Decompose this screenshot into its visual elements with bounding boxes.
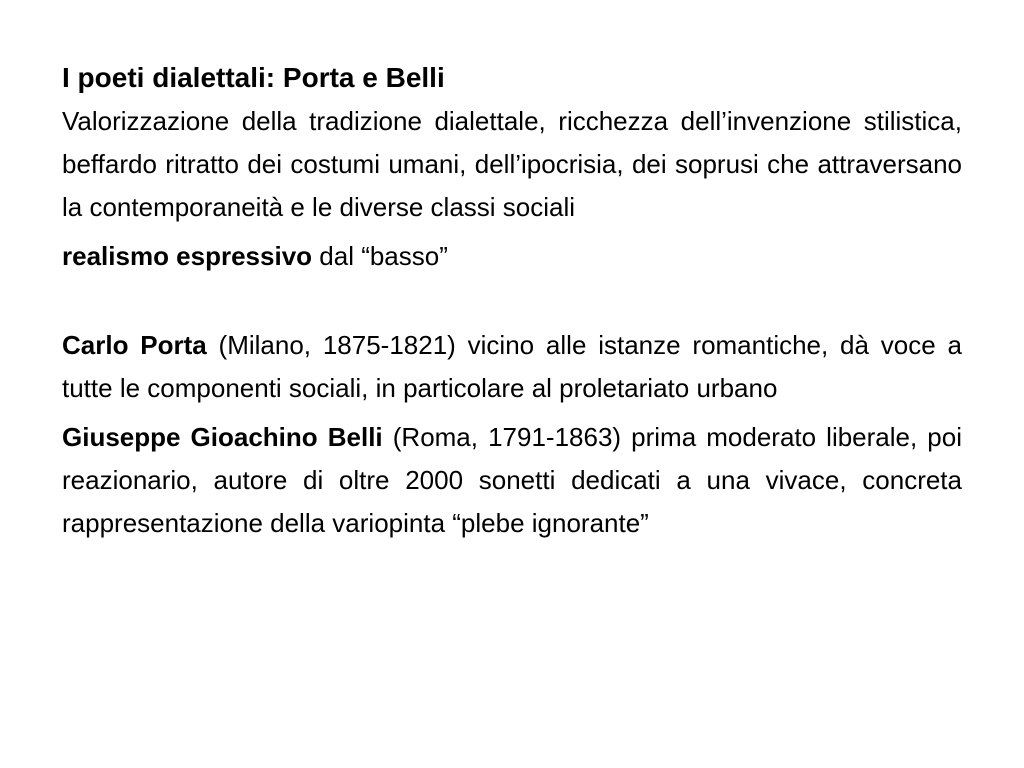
- belli-name: Giuseppe Gioachino Belli: [62, 422, 383, 452]
- slide-content: [62, 56, 962, 746]
- porta-text: (Milano, 1875-1821) vicino alle istanze romantiche, dà voce a tutte le componenti sociali, in particolare al proletariato urbano: [62, 330, 962, 403]
- slide-title: I poeti dialettali: Porta e Belli: [62, 62, 445, 93]
- belli-paragraph: [62, 416, 962, 545]
- realism-paragraph: [62, 235, 962, 278]
- realism-text: dal “basso”: [312, 241, 448, 271]
- porta-name: Carlo Porta: [62, 330, 207, 360]
- porta-paragraph: [62, 324, 962, 410]
- intro-paragraph: Valorizzazione della tradizione dialettale, ricchezza dell’invenzione stilistica, beffardo ritratto dei costumi umani, dell’ipocrisia, dei soprusi che attraversano la contemporaneità e le diverse classi sociali: [62, 106, 962, 222]
- belli-text: (Roma, 1791-1863) prima moderato liberale, poi reazionario, autore di oltre 2000 sonetti dedicati a una vivace, concreta rappresentazione della variopinta “plebe ignorante”: [62, 422, 962, 538]
- spacer: [62, 278, 962, 324]
- realism-term: realismo espressivo: [62, 241, 313, 271]
